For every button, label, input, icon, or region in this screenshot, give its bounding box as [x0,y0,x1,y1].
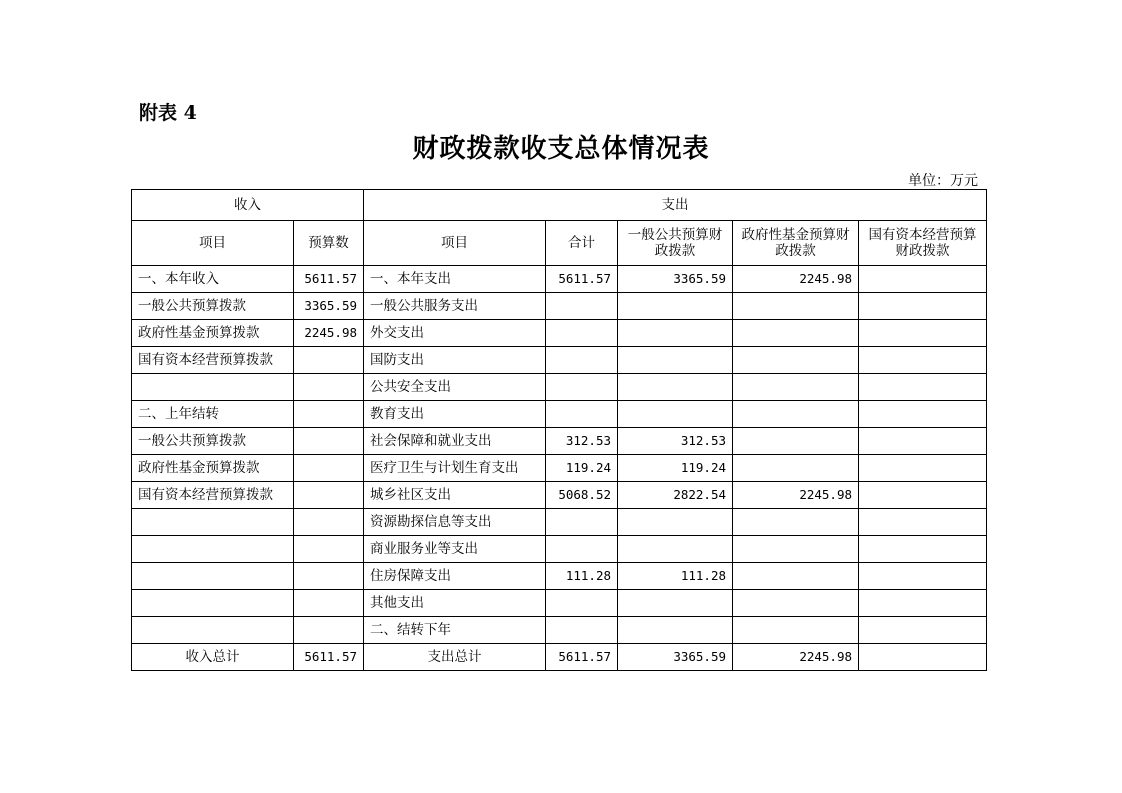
income-total-label: 收入总计 [132,644,294,671]
state-capital-cell [859,401,987,428]
expenditure-item-cell: 医疗卫生与计划生育支出 [364,455,546,482]
table-row [132,590,987,617]
state-capital-header: 国有资本经营预算财政拨款 [859,221,987,266]
income-header: 收入 [132,190,364,221]
gov-fund-header: 政府性基金预算财政拨款 [733,221,859,266]
table-row [132,617,987,644]
gov-fund-cell [733,428,859,455]
header-row-1 [132,190,987,221]
gov-fund-cell [733,347,859,374]
gov-fund-cell [733,293,859,320]
income-item-cell: 一、本年收入 [132,266,294,293]
income-item-cell: 国有资本经营预算拨款 [132,347,294,374]
total-cell [546,536,618,563]
state-capital-cell [859,509,987,536]
gov-fund-cell [733,374,859,401]
fiscal-table [131,189,987,671]
income-item-cell [132,617,294,644]
total-cell [546,617,618,644]
expenditure-item-header: 项目 [364,221,546,266]
table-row [132,509,987,536]
table-row [132,428,987,455]
income-amount-cell [294,347,364,374]
income-amount-cell [294,509,364,536]
gov-fund-cell: 2245.98 [733,482,859,509]
general-budget-cell: 111.28 [618,563,733,590]
total-cell: 119.24 [546,455,618,482]
expenditure-header: 支出 [364,190,987,221]
general-budget-cell [618,590,733,617]
budget-header: 预算数 [294,221,364,266]
general-budget-cell [618,374,733,401]
total-cell [546,347,618,374]
general-budget-cell: 312.53 [618,428,733,455]
gov-fund-cell [733,455,859,482]
gov-fund-cell [733,320,859,347]
expenditure-item-cell: 其他支出 [364,590,546,617]
income-amount-cell: 3365.59 [294,293,364,320]
table-row [132,536,987,563]
income-amount-cell [294,455,364,482]
income-item-cell [132,374,294,401]
total-cell [546,590,618,617]
general-budget-cell [618,536,733,563]
gov-fund-cell [733,617,859,644]
income-amount-cell: 5611.57 [294,266,364,293]
table-row [132,455,987,482]
gov-fund-cell [733,590,859,617]
income-item-cell: 政府性基金预算拨款 [132,455,294,482]
income-total-amount: 5611.57 [294,644,364,671]
income-amount-cell: 2245.98 [294,320,364,347]
gov-fund-cell [733,563,859,590]
gov-fund-cell [733,536,859,563]
total-cell: 5611.57 [546,266,618,293]
expenditure-item-cell: 资源勘探信息等支出 [364,509,546,536]
income-amount-cell [294,563,364,590]
state-capital-cell [859,374,987,401]
expenditure-item-cell: 一般公共服务支出 [364,293,546,320]
table-row [132,320,987,347]
total-header: 合计 [546,221,618,266]
general-budget-cell [618,293,733,320]
table-row [132,374,987,401]
expenditure-item-cell: 商业服务业等支出 [364,536,546,563]
header-row-2 [132,221,987,266]
total-cell: 111.28 [546,563,618,590]
state-capital-cell [859,563,987,590]
gov-fund-cell [733,509,859,536]
expenditure-item-cell: 二、结转下年 [364,617,546,644]
income-item-cell: 一般公共预算拨款 [132,428,294,455]
state-capital-cell [859,266,987,293]
income-amount-cell [294,482,364,509]
general-budget-cell: 2822.54 [618,482,733,509]
table-row [132,293,987,320]
income-item-header: 项目 [132,221,294,266]
expenditure-total-label: 支出总计 [364,644,546,671]
income-item-cell [132,563,294,590]
income-amount-cell [294,428,364,455]
income-amount-cell [294,374,364,401]
table-row [132,401,987,428]
income-item-cell [132,536,294,563]
expenditure-item-cell: 城乡社区支出 [364,482,546,509]
gov-fund-cell [733,401,859,428]
state-capital-cell [859,428,987,455]
income-item-cell [132,590,294,617]
income-amount-cell [294,401,364,428]
expenditure-item-cell: 外交支出 [364,320,546,347]
state-capital-cell [859,482,987,509]
state-capital-cell [859,293,987,320]
total-cell: 312.53 [546,428,618,455]
total-cell [546,509,618,536]
appendix-label: 附表 4 [139,102,197,124]
state-capital-cell [859,347,987,374]
total-cell [546,374,618,401]
total-cell [546,401,618,428]
state-capital-cell [859,536,987,563]
state-capital-cell [859,590,987,617]
income-amount-cell [294,617,364,644]
general-budget-cell: 119.24 [618,455,733,482]
total-cell: 5068.52 [546,482,618,509]
income-amount-cell [294,590,364,617]
general-budget-header: 一般公共预算财政拨款 [618,221,733,266]
income-item-cell: 二、上年结转 [132,401,294,428]
table-row [132,266,987,293]
expenditure-item-cell: 公共安全支出 [364,374,546,401]
table-row [132,563,987,590]
income-amount-cell [294,536,364,563]
total-cell [546,320,618,347]
expenditure-total-amount: 5611.57 [546,644,618,671]
expenditure-item-cell: 社会保障和就业支出 [364,428,546,455]
general-budget-cell [618,401,733,428]
expenditure-item-cell: 一、本年支出 [364,266,546,293]
income-item-cell [132,509,294,536]
state-capital-cell [859,320,987,347]
totals-row [132,644,987,671]
unit-label: 单位：万元 [908,173,978,189]
income-item-cell: 一般公共预算拨款 [132,293,294,320]
page-title: 财政拨款收支总体情况表 [412,134,710,164]
expenditure-item-cell: 教育支出 [364,401,546,428]
expenditure-item-cell: 国防支出 [364,347,546,374]
gov-fund-cell: 2245.98 [733,266,859,293]
income-item-cell: 政府性基金预算拨款 [132,320,294,347]
general-budget-cell [618,320,733,347]
state-capital-cell [859,455,987,482]
table-row [132,482,987,509]
general-budget-cell [618,347,733,374]
general-budget-cell: 3365.59 [618,266,733,293]
gov-fund-total: 2245.98 [733,644,859,671]
state-capital-cell [859,617,987,644]
general-budget-cell [618,617,733,644]
general-budget-total: 3365.59 [618,644,733,671]
table-row [132,347,987,374]
general-budget-cell [618,509,733,536]
expenditure-item-cell: 住房保障支出 [364,563,546,590]
total-cell [546,293,618,320]
state-capital-total [859,644,987,671]
income-item-cell: 国有资本经营预算拨款 [132,482,294,509]
